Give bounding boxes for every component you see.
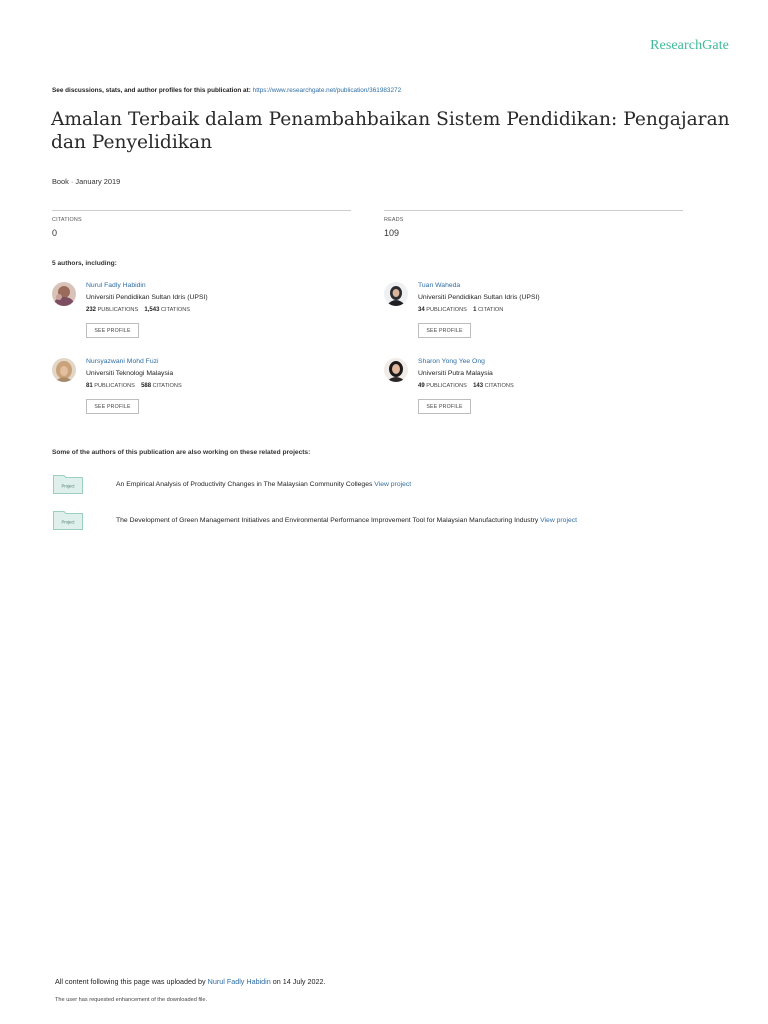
projects-heading: Some of the authors of this publication are also working on these related projects: [52, 449, 311, 456]
upload-suffix: on 14 July 2022. [272, 977, 326, 986]
citations-count: 1 [473, 307, 477, 313]
citations-value: 0 [52, 228, 58, 238]
author-stats [418, 307, 503, 313]
reads-value: 109 [384, 228, 400, 238]
avatar[interactable] [52, 282, 76, 306]
avatar[interactable] [384, 282, 408, 306]
citations-label: CITATION [478, 307, 504, 313]
publications-count: 232 [86, 307, 97, 313]
project-row [116, 481, 411, 488]
author-name-link[interactable]: Nurul Fadly Habidin [86, 282, 146, 289]
publications-count: 49 [418, 383, 425, 389]
project-icon[interactable] [53, 510, 83, 530]
author-name-link[interactable]: Tuan Waheda [418, 282, 461, 289]
citations-label: CITATIONS [161, 307, 191, 313]
author-name-link[interactable]: Nursyazwani Mohd Fuzi [86, 358, 159, 365]
citations-count: 588 [141, 383, 152, 389]
publications-count: 34 [418, 307, 425, 313]
author-card [384, 282, 714, 348]
publications-label: PUBLICATIONS [426, 307, 467, 313]
project-title: An Empirical Analysis of Productivity Changes in The Malaysian Community Colleges [116, 481, 373, 488]
see-profile-button[interactable]: SEE PROFILE [418, 323, 471, 338]
citations-count: 143 [473, 383, 484, 389]
researchgate-logo[interactable]: ResearchGate [650, 38, 729, 53]
citations-label: CITATIONS [152, 383, 182, 389]
project-row [116, 517, 577, 524]
citations-label: CITATIONS [52, 217, 82, 223]
enhancement-note: The user has requested enhancement of the downloaded file. [55, 997, 208, 1003]
citations-label: CITATIONS [484, 383, 514, 389]
author-card [52, 282, 382, 348]
author-stats [86, 383, 182, 389]
publication-type-date: Book · January 2019 [52, 177, 121, 186]
upload-info [55, 977, 326, 986]
publication-url-link[interactable]: https://www.researchgate.net/publication/361983272 [252, 87, 402, 94]
authors-heading: 5 authors, including: [52, 260, 117, 267]
view-project-link[interactable]: View project [540, 517, 578, 524]
see-profile-button[interactable]: SEE PROFILE [86, 399, 139, 414]
author-institution: Universiti Putra Malaysia [418, 370, 493, 377]
see-profile-button[interactable]: SEE PROFILE [418, 399, 471, 414]
avatar[interactable] [52, 358, 76, 382]
reads-label: READS [384, 217, 404, 223]
uploader-link[interactable]: Nurul Fadly Habidin [207, 977, 271, 986]
upload-prefix: All content following this page was uploaded by [55, 977, 206, 986]
project-icon-label: Project [61, 519, 75, 525]
author-card [384, 358, 714, 424]
publications-count: 81 [86, 383, 93, 389]
project-icon-label: Project [61, 483, 75, 489]
see-discussions-text: See discussions, stats, and author profiles for this publication at: [52, 87, 251, 94]
see-discussions-line [52, 87, 401, 94]
citations-divider [52, 210, 351, 211]
avatar[interactable] [384, 358, 408, 382]
publication-title: Amalan Terbaik dalam Penambahbaikan Sistem Pendidikan: Pengajaran dan Penyelidikan [51, 109, 730, 153]
publications-label: PUBLICATIONS [97, 307, 139, 313]
author-name-link[interactable]: Sharon Yong Yee Ong [418, 358, 485, 365]
publications-label: PUBLICATIONS [94, 383, 135, 389]
citations-count: 1,543 [144, 307, 160, 313]
author-institution: Universiti Teknologi Malaysia [86, 370, 174, 377]
reads-divider [384, 210, 683, 211]
author-institution: Universiti Pendidikan Sultan Idris (UPSI) [418, 294, 540, 301]
author-institution: Universiti Pendidikan Sultan Idris (UPSI) [86, 294, 208, 301]
view-project-link[interactable]: View project [374, 481, 412, 488]
author-stats [418, 383, 514, 389]
author-stats [86, 307, 190, 313]
project-title: The Development of Green Management Initiatives and Environmental Performance Improvement Tool for Malaysian Manufacturing Industry [116, 517, 539, 524]
project-icon[interactable] [53, 474, 83, 494]
author-card [52, 358, 382, 424]
publications-label: PUBLICATIONS [426, 383, 467, 389]
see-profile-button[interactable]: SEE PROFILE [86, 323, 139, 338]
